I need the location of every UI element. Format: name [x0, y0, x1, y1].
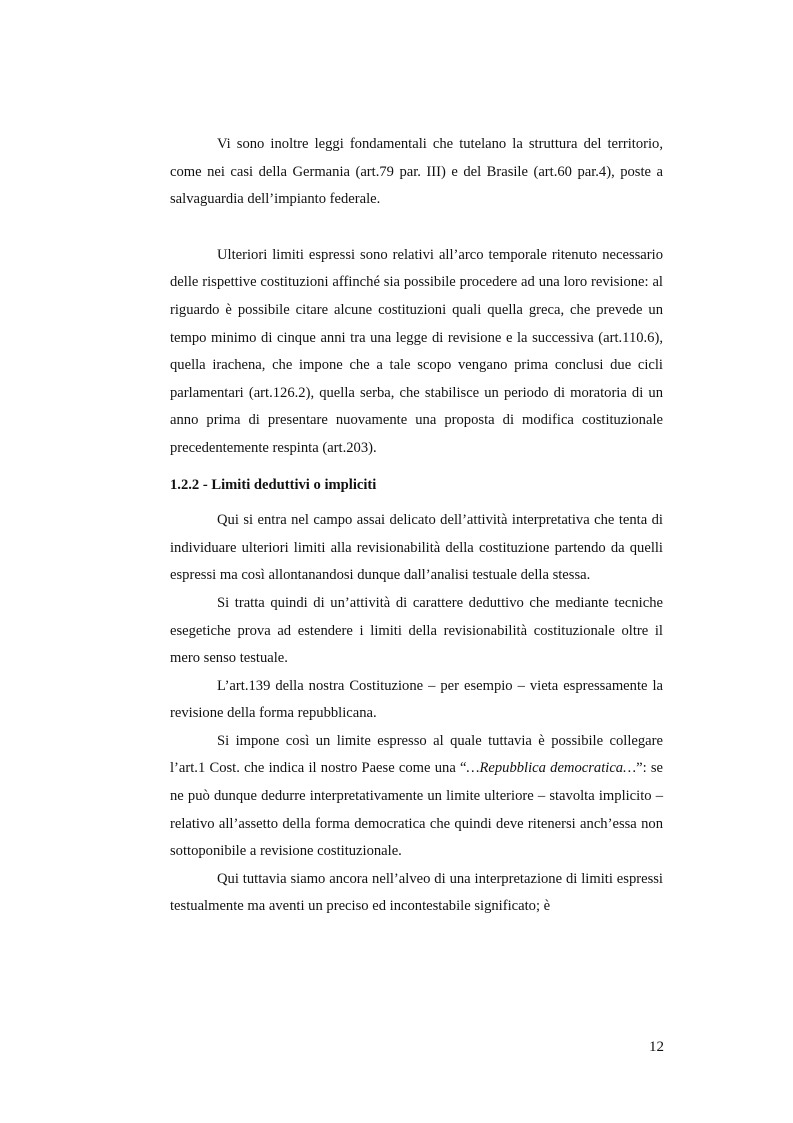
paragraph-art-1-text-end: ”: se ne può dunque dedurre interpretativamente un limite ulteriore – stavolta implicito – relativo all’assetto della forma democratica che quindi deve ritenersi anch’essa non sottoponibile a revisione costituzionale. — [170, 760, 663, 860]
paragraph-expressed-limits: Qui tuttavia siamo ancora nell’alveo di una interpretazione di limiti espressi testualmente ma aventi un preciso ed incontestabile significato; è — [170, 870, 663, 915]
paragraph-territorial-limits: Vi sono inoltre leggi fondamentali che tutelano la struttura del territorio, come nei casi della Germania (art.79 par. III) e del Brasile (art.60 par.4), poste a salvaguardia dell’impianto federale. — [170, 136, 663, 208]
paragraph-art-1 — [170, 728, 663, 866]
page-body — [170, 131, 663, 921]
paragraph-temporal-limits: Ulteriori limiti espressi sono relativi all’arco temporale ritenuto necessario delle rispettive costituzioni affinché sia possibile procedere ad una loro revisione: al riguardo è possibile citare alcune costituzioni quali quella greca, che prevede un tempo minimo di cinque anni tra una legge di revisione e la successiva (art.110.6), quella irachena, che impone che a tale scopo vengano prima conclusi due cicli parlamentari (art.126.2), quella serba, che stabilisce un periodo di moratoria di un anno prima di presentare nuovamente una proposta di modifica costituzionale precedentemente respinta (art.203). — [170, 246, 663, 456]
paragraph-interpretive-activity: Qui si entra nel campo assai delicato dell’attività interpretativa che tenta di individuare ulteriori limiti alla revisionabilità della costituzione partendo da quelli espressi ma così allontanandosi dunque dall’analisi testuale della stessa. — [170, 512, 663, 584]
section-heading: 1.2.2 - Limiti deduttivi o impliciti — [170, 476, 377, 493]
paragraph-art-1-text-start: Si impone così un limite espresso al quale tuttavia è possibile collegare l’art.1 Cost. che indica il nostro Paese come una “ — [170, 732, 663, 777]
quoted-constitution-text: …Repubblica democratica… — [466, 760, 637, 777]
page-number: 12 — [649, 1039, 664, 1055]
paragraph-deductive-activity: Si tratta quindi di un’attività di carattere deduttivo che mediante tecniche esegetiche prova ad estendere i limiti della revisionabilità costituzionale oltre il mero senso testuale. — [170, 594, 663, 667]
paragraph-art-139: L’art.139 della nostra Costituzione – per esempio – vieta espressamente la revisione della forma repubblicana. — [170, 677, 663, 722]
